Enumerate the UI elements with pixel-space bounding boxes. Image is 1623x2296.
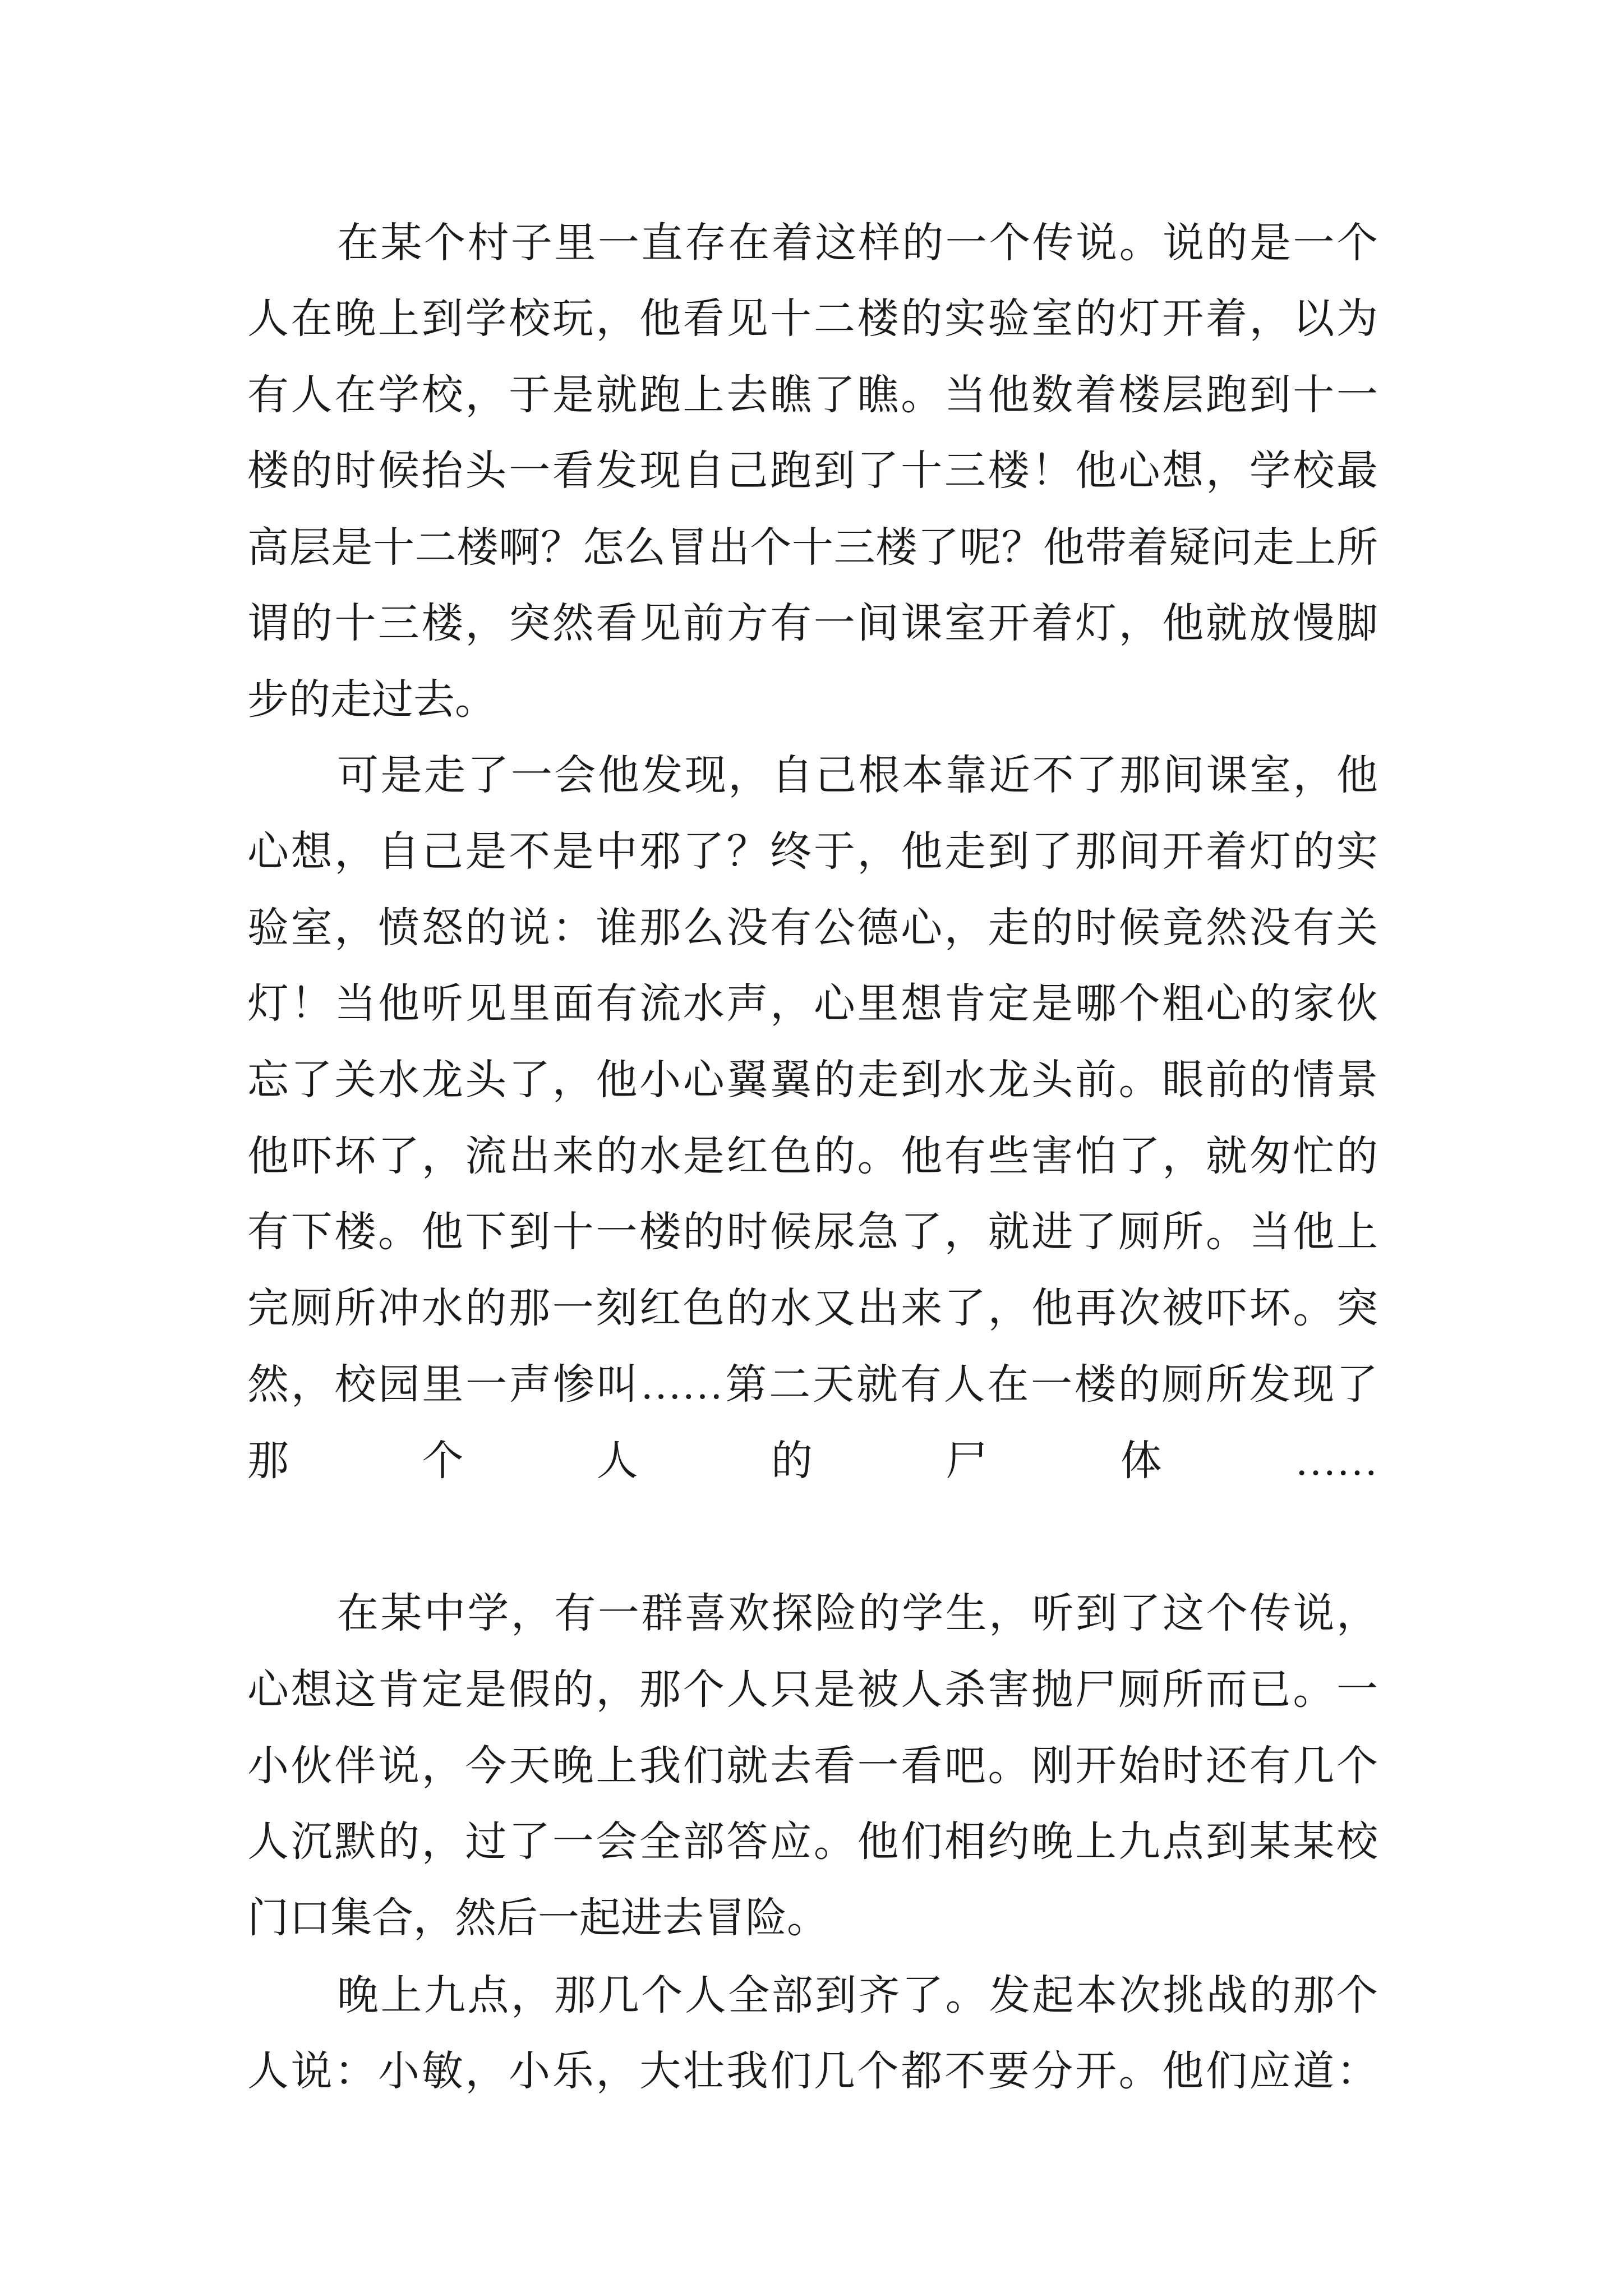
text-line: 完厕所冲水的那一刻红色的水又出来了，他再次被吓坏。突 <box>247 1286 1378 1332</box>
text-line: 然，校园里一声惨叫……第二天就有人在一楼的厕所发现了 <box>247 1362 1378 1408</box>
text-line: 门口集合，然后一起进去冒险。 <box>247 1895 828 1941</box>
text-line: 那个人的尸体…… <box>247 1438 1378 1484</box>
text-line: 人在晚上到学校玩，他看见十二楼的实验室的灯开着，以为 <box>247 296 1378 342</box>
text-line: 有下楼。他下到十一楼的时候尿急了，就进了厕所。当他上 <box>247 1209 1378 1255</box>
text-line: 他吓坏了，流出来的水是红色的。他有些害怕了，就匆忙的 <box>247 1134 1378 1180</box>
text-line: 小伙伴说，今天晚上我们就去看一看吧。刚开始时还有几个 <box>247 1743 1378 1789</box>
text-line: 谓的十三楼，突然看见前方有一间课室开着灯，他就放慢脚 <box>247 601 1378 647</box>
text-line: 高层是十二楼啊？怎么冒出个十三楼了呢？他带着疑问走上所 <box>247 525 1378 571</box>
text-line: 楼的时候抬头一看发现自己跑到了十三楼！他心想，学校最 <box>247 448 1378 494</box>
text-line: 人说：小敏，小乐，大壮我们几个都不要分开。他们应道： <box>247 2049 1378 2095</box>
text-line: 心想，自己是不是中邪了？终于，他走到了那间开着灯的实 <box>247 829 1378 875</box>
text-line <box>247 1504 1378 1571</box>
text-line: 在某个村子里一直存在着这样的一个传说。说的是一个 <box>337 220 1378 266</box>
text-line: 可是走了一会他发现，自己根本靠近不了那间课室，他 <box>337 753 1378 799</box>
text-line: 灯！当他听见里面有流水声，心里想肯定是哪个粗心的家伙 <box>247 981 1378 1027</box>
text-line: 人沉默的，过了一会全部答应。他们相约晚上九点到某某校 <box>247 1819 1378 1865</box>
text-line: 验室，愤怒的说：谁那么没有公德心，走的时候竟然没有关 <box>247 905 1378 951</box>
text-line: 心想这肯定是假的，那个人只是被人杀害抛尸厕所而已。一 <box>247 1667 1378 1713</box>
text-line: 步的走过去。 <box>247 677 496 723</box>
text-line: 有人在学校，于是就跑上去瞧了瞧。当他数着楼层跑到十一 <box>247 372 1378 418</box>
text-line: 晚上九点，那几个人全部到齐了。发起本次挑战的那个 <box>337 1973 1378 2019</box>
text-line: 忘了关水龙头了，他小心翼翼的走到水龙头前。眼前的情景 <box>247 1057 1378 1103</box>
text-line: 在某中学，有一群喜欢探险的学生，听到了这个传说， <box>337 1591 1378 1637</box>
